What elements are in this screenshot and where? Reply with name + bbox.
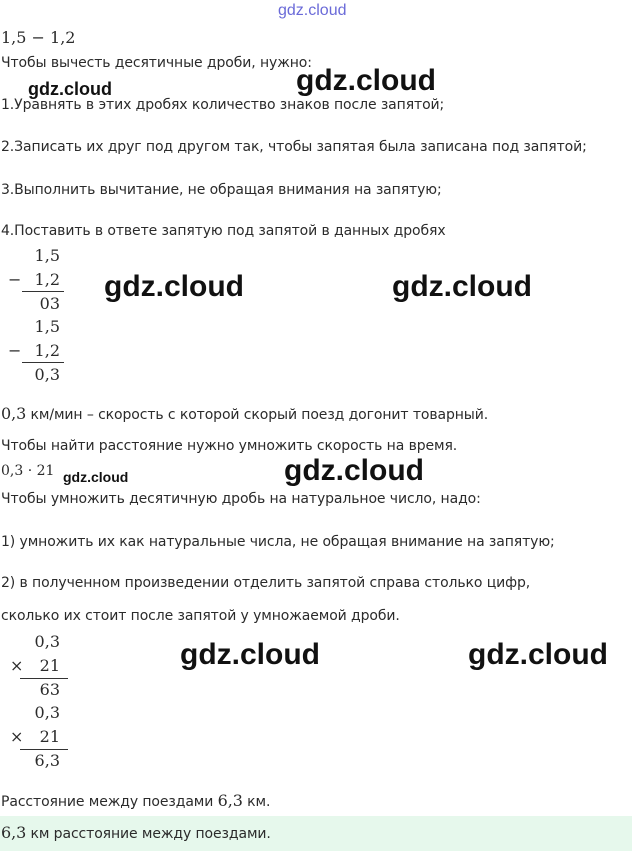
product-line [20,678,68,679]
subtrahend: 1,2 [34,270,60,289]
watermark: gdz.cloud [392,270,532,303]
column-subtraction-1 [8,244,60,316]
distance-suffix: км. [247,794,271,810]
watermark: gdz.cloud [104,270,244,303]
sum-line [22,362,64,363]
answer-value: 6,3 [1,823,27,842]
watermark: gdz.cloud [296,64,436,97]
answer-text: км расстояние между поездами. [30,826,271,842]
multiply-step-2a: 2) в полученном произведении отделить запятой справа столько цифр, [1,575,531,591]
times-sign: × [10,727,24,746]
multiplier: 21 [39,727,60,746]
distance-sentence [1,792,270,811]
minus-sign: − [8,270,22,289]
product-line [20,749,68,750]
distance-prefix: Расстояние между поездами [1,794,214,810]
column-multiplication-2 [10,701,60,773]
subtrahend: 1,2 [34,341,60,360]
multiply-step-2b: сколько их стоит после запятой у умножаемой дроби. [1,608,400,624]
product: 6,3 [34,751,60,770]
multiplicand: 0,3 [34,632,60,651]
speed-sentence [1,405,488,424]
watermark: gdz.cloud [180,638,320,671]
column-multiplication-1 [10,630,60,702]
difference: 03 [39,294,60,313]
minuend: 1,5 [34,246,60,265]
subtract-rule-intro: Чтобы вычесть десятичные дроби, нужно: [1,55,312,71]
multiply-rule-intro: Чтобы умножить десятичную дробь на натуральное число, надо: [1,491,481,507]
multiply-step-1: 1) умножить их как натуральные числа, не обращая внимание на запятую; [1,534,555,550]
multiplicand: 0,3 [34,703,60,722]
multiplier: 21 [39,656,60,675]
column-subtraction-2 [8,315,60,387]
subtract-step-2: 2.Записать их друг под другом так, чтобы запятая была записана под запятой; [1,139,587,155]
speed-value: 0,3 [1,404,27,423]
subtract-step-3: 3.Выполнить вычитание, не обращая внимания на запятую; [1,182,442,198]
watermark-top: gdz.cloud [278,2,347,19]
distance-rule: Чтобы найти расстояние нужно умножить скорость на время. [1,438,458,454]
times-sign: × [10,656,24,675]
subtract-step-4: 4.Поставить в ответе запятую под запятой в данных дробях [1,223,446,239]
distance-value: 6,3 [217,791,243,810]
subtract-step-1: 1.Уравнять в этих дробях количество знаков после запятой; [1,97,445,113]
watermark: gdz.cloud [468,638,608,671]
answer-sentence [1,824,271,843]
multiplication-expression: 0,3 · 21 [1,463,55,479]
watermark: gdz.cloud [284,454,424,487]
header-expression: 1,5 − 1,2 [1,28,76,47]
minuend: 1,5 [34,317,60,336]
speed-text: км/мин – скорость с которой скорый поезд догонит товарный. [30,407,489,423]
watermark: gdz.cloud [28,79,112,99]
sum-line [22,291,64,292]
product: 63 [39,680,60,699]
answer-box [0,816,632,851]
difference: 0,3 [34,365,60,384]
watermark: gdz.cloud [63,469,129,485]
minus-sign: − [8,341,22,360]
